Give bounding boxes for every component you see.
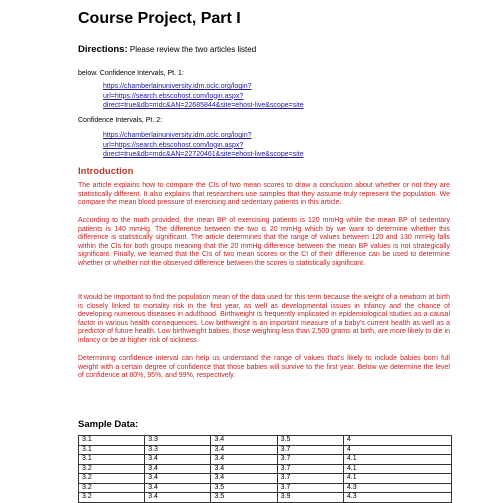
link-2-line-2[interactable]: url=https://search.ebscohost.com/login.aspx? xyxy=(103,141,244,149)
table-cell: 3.4 xyxy=(211,445,277,455)
table-cell: 3.7 xyxy=(277,483,343,493)
table-row xyxy=(79,445,452,455)
table-cell: 4.3 xyxy=(343,483,451,493)
table-cell: 3.2 xyxy=(79,464,145,474)
intro-paragraph-2: According to the math provided, the mean BP of exercising patients is 120 mmHg while the mean BP of sedentary patients is 140 mmHg. The difference between the two is 20 mmHg which by we want to determine whether this difference is statistically significant. The article determines that the range of values between 120 and 130 mmHg falls within the CIs for both groups meaning that the 20 mmHg difference between the mean BP values is not strategically significant. Finally, we learned that the CIs of two mean scores or the CI of their difference can be used to determine whether or whether not the observed difference between the scores is statistically significant. xyxy=(78,217,450,267)
table-cell: 3.7 xyxy=(277,445,343,455)
page-title: Course Project, Part I xyxy=(78,10,241,27)
link-2-line-3[interactable]: direct=true&db=mdc&AN=22720461&site=ehost-live&scope=site xyxy=(103,151,304,159)
table-cell: 3.4 xyxy=(145,483,211,493)
table-cell: 3.1 xyxy=(79,445,145,455)
table-cell: 4.1 xyxy=(343,474,451,484)
table-cell: 4 xyxy=(343,445,451,455)
table-cell: 3.5 xyxy=(211,493,277,503)
table-cell: 4.3 xyxy=(343,493,451,503)
table-cell: 3.7 xyxy=(277,464,343,474)
table-cell: 4.1 xyxy=(343,455,451,465)
table-row xyxy=(79,483,452,493)
table-cell: 3.2 xyxy=(79,483,145,493)
article-link-2[interactable] xyxy=(103,131,304,160)
table-cell: 3.4 xyxy=(145,493,211,503)
table-cell: 3.4 xyxy=(211,436,277,446)
intro-paragraph-1: The article explains how to compare the CIs of two mean scores to draw a conclusion about whether or not they are statistically different. It also explains that researchers use samples that they assume truly represent the population. We compare the mean blood pressure of exercising and sedentary patients in this article. xyxy=(78,182,450,207)
table-cell: 3.4 xyxy=(211,455,277,465)
link-1-line-3[interactable]: direct=true&db=mdc&AN=22685844&site=ehost-live&scope=site xyxy=(103,102,304,110)
introduction-heading: Introduction xyxy=(78,166,134,177)
table-cell: 3.2 xyxy=(79,493,145,503)
table-cell: 3.4 xyxy=(145,455,211,465)
link-1-line-2[interactable]: url=https://search.ebscohost.com/login.aspx? xyxy=(103,92,244,100)
table-row xyxy=(79,436,452,446)
table-row xyxy=(79,464,452,474)
table-cell: 3.4 xyxy=(145,464,211,474)
intro-paragraph-3: It would be important to find the population mean of the data used for this term because the weight of a newborn at birth is closely linked to mortality risk in the first year, as well as developmental issues in infancy and the chance of developing numerous diseases in adulthood. Birthweight is frequently implicated in epidemiological studies as a causal factor in various health consequences. Low birthweight is an important measure of a baby's current health as well as a predictor of future health. Low birthweight babies, those weighing less than 2,500 grams at birth, are more likely to die in infancy or be at higher risk of sickness. xyxy=(78,294,450,344)
table-cell: 3.5 xyxy=(277,436,343,446)
sample-data-table xyxy=(78,435,452,503)
sample-data-heading: Sample Data: xyxy=(78,419,139,430)
table-cell: 3.3 xyxy=(145,445,211,455)
table-cell: 3.2 xyxy=(79,474,145,484)
table-row xyxy=(79,474,452,484)
directions-label: Directions: xyxy=(78,44,128,55)
article-link-1[interactable] xyxy=(103,82,304,111)
table-cell: 4 xyxy=(343,436,451,446)
directions xyxy=(78,44,256,55)
table-cell: 3.5 xyxy=(211,483,277,493)
table-cell: 3.1 xyxy=(79,436,145,446)
table-cell: 3.7 xyxy=(277,474,343,484)
table-cell: 3.9 xyxy=(277,493,343,503)
table-cell: 3.3 xyxy=(145,436,211,446)
table-cell: 3.4 xyxy=(211,464,277,474)
table-cell: 3.1 xyxy=(79,455,145,465)
ci-part-2-label: Confidence Intervals, Pt. 2: xyxy=(78,117,163,124)
link-2-line-1[interactable]: https://chamberlainuniversity.idm.oclc.org/login? xyxy=(103,132,252,139)
table-cell: 3.7 xyxy=(277,455,343,465)
directions-text: Please review the two articles listed xyxy=(129,45,257,54)
table-row xyxy=(79,493,452,503)
link-1-line-1[interactable]: https://chamberlainuniversity.idm.oclc.org/login? xyxy=(103,83,252,90)
intro-paragraph-4: Determining confidence interval can help us understand the range of values that's likely to include babies born full weight with a certain degree of confidence that those babies will survive to the first year. Below we determine the level of confidence at 80%, 95%, and 99%, respectively. xyxy=(78,355,450,380)
table-cell: 4.1 xyxy=(343,464,451,474)
table-cell: 3.4 xyxy=(211,474,277,484)
below-text: below. Confidence Intervals, Pt. 1: xyxy=(78,70,184,77)
table-cell: 3.4 xyxy=(145,474,211,484)
table-row xyxy=(79,455,452,465)
